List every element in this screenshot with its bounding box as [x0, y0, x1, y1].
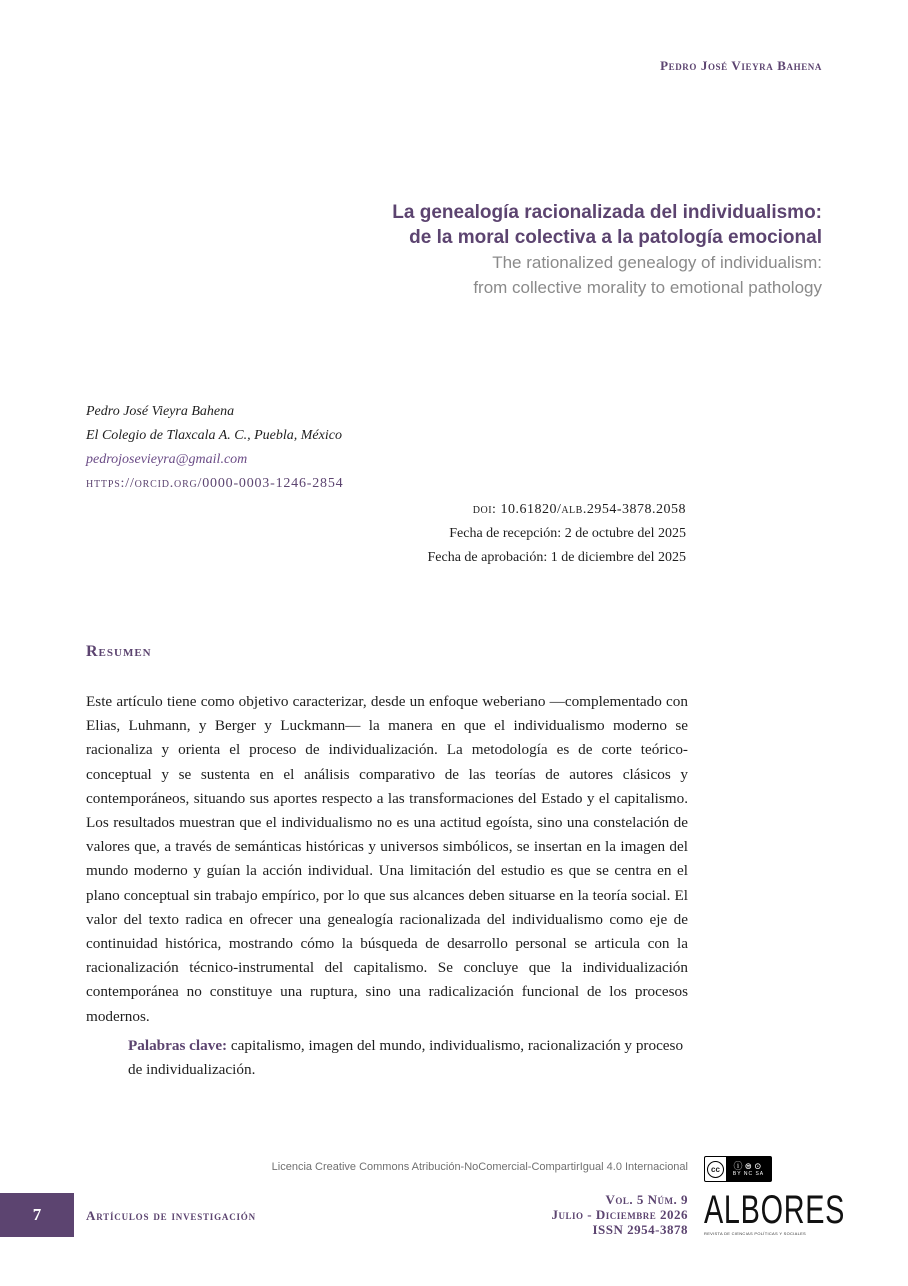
doi-link[interactable]: doi: 10.61820/alb.2954-3878.2058 — [472, 502, 686, 517]
author-affiliation: El Colegio de Tlaxcala A. C., Puebla, México — [86, 428, 342, 443]
footer-section-name: Artículos de investigación — [86, 1208, 256, 1223]
albores-logo — [704, 1188, 846, 1240]
title-english-line-2: from collective morality to emotional pathology — [473, 278, 822, 297]
approved-date: Fecha de aprobación: 1 de diciembre del 2025 — [427, 550, 686, 565]
author-block — [86, 400, 343, 496]
keywords — [128, 1034, 688, 1082]
issue-info — [552, 1192, 688, 1237]
issue-issn: ISSN 2954-3878 — [592, 1222, 688, 1237]
author-name: Pedro José Vieyra Bahena — [86, 404, 235, 419]
cc-terms-labels: BY NC SA — [732, 1170, 765, 1177]
cc-terms — [726, 1157, 771, 1181]
title-spanish-line-2: de la moral colectiva a la patología emocional — [409, 227, 822, 248]
page-number: 7 — [0, 1193, 74, 1237]
article-title-block — [302, 200, 822, 300]
author-orcid-link[interactable]: https://orcid.org/0000-0003-1246-2854 — [86, 476, 344, 491]
logo-subtitle: REVISTA DE CIENCIAS POLÍTICAS Y SOCIALES — [704, 1231, 807, 1236]
abstract-text: Este artículo tiene como objetivo caracterizar, desde un enfoque weberiano —complementado con Elias, Luhmann, y Berger y Luckmann— la manera en que el individualismo moderno se racionaliza y orienta el proceso de individualización. La metodología es de corte teórico-conceptual y se sustenta en el análisis comparativo de las teorías de autores clásicos y contemporáneos, situando sus aportes respecto a las transformaciones del Estado y el capitalismo. Los resultados muestran que el individualismo no es una actitud egoísta, sino una constelación de valores que, a través de semánticas históricas y universos simbólicos, se insertan en la imagen del mundo moderno y guían la acción individual. Una limitación del estudio es que se centra en el plano conceptual sin trabajo empírico, por lo que sus alcances deben situarse en la teoría social. El valor del texto radica en ofrecer una genealogía racionalizada del individualismo como eje de continuidad histórica, mostrando cómo la búsqueda de desarrollo personal se articula con la racionalización técnico-instrumental del capitalismo. Se concluye que la individualización contemporánea no constituye una ruptura, sino una radicalización funcional de los procesos modernos. — [86, 693, 688, 1025]
received-date: Fecha de recepción: 2 de octubre del 2025 — [449, 526, 686, 541]
keywords-label: Palabras clave: — [128, 1037, 228, 1054]
cc-terms-icons: ⓘ⊜⊙ — [733, 1160, 764, 1171]
article-metadata — [427, 498, 686, 570]
issue-period: Julio - Diciembre 2026 — [551, 1207, 688, 1222]
title-english-line-1: The rationalized genealogy of individualism: — [492, 253, 822, 272]
cc-logo-icon: cc — [707, 1161, 724, 1178]
abstract-heading: Resumen — [86, 643, 152, 660]
logo-wordmark: ALBORES — [704, 1188, 846, 1232]
running-head: Pedro José Vieyra Bahena — [660, 58, 822, 73]
title-spanish-line-1: La genealogía racionalizada del individualismo: — [392, 202, 822, 223]
issue-volume: Vol. 5 Núm. 9 — [605, 1192, 688, 1207]
keywords-list: capitalismo, imagen del mundo, individualismo, racionalización y proceso de individualización. — [128, 1037, 684, 1079]
creative-commons-badge-icon[interactable] — [704, 1156, 772, 1182]
author-email-link[interactable]: pedrojosevieyra@gmail.com — [86, 452, 248, 467]
license-text: Licencia Creative Commons Atribución-NoComercial-CompartirIgual 4.0 Internacional — [271, 1161, 688, 1173]
